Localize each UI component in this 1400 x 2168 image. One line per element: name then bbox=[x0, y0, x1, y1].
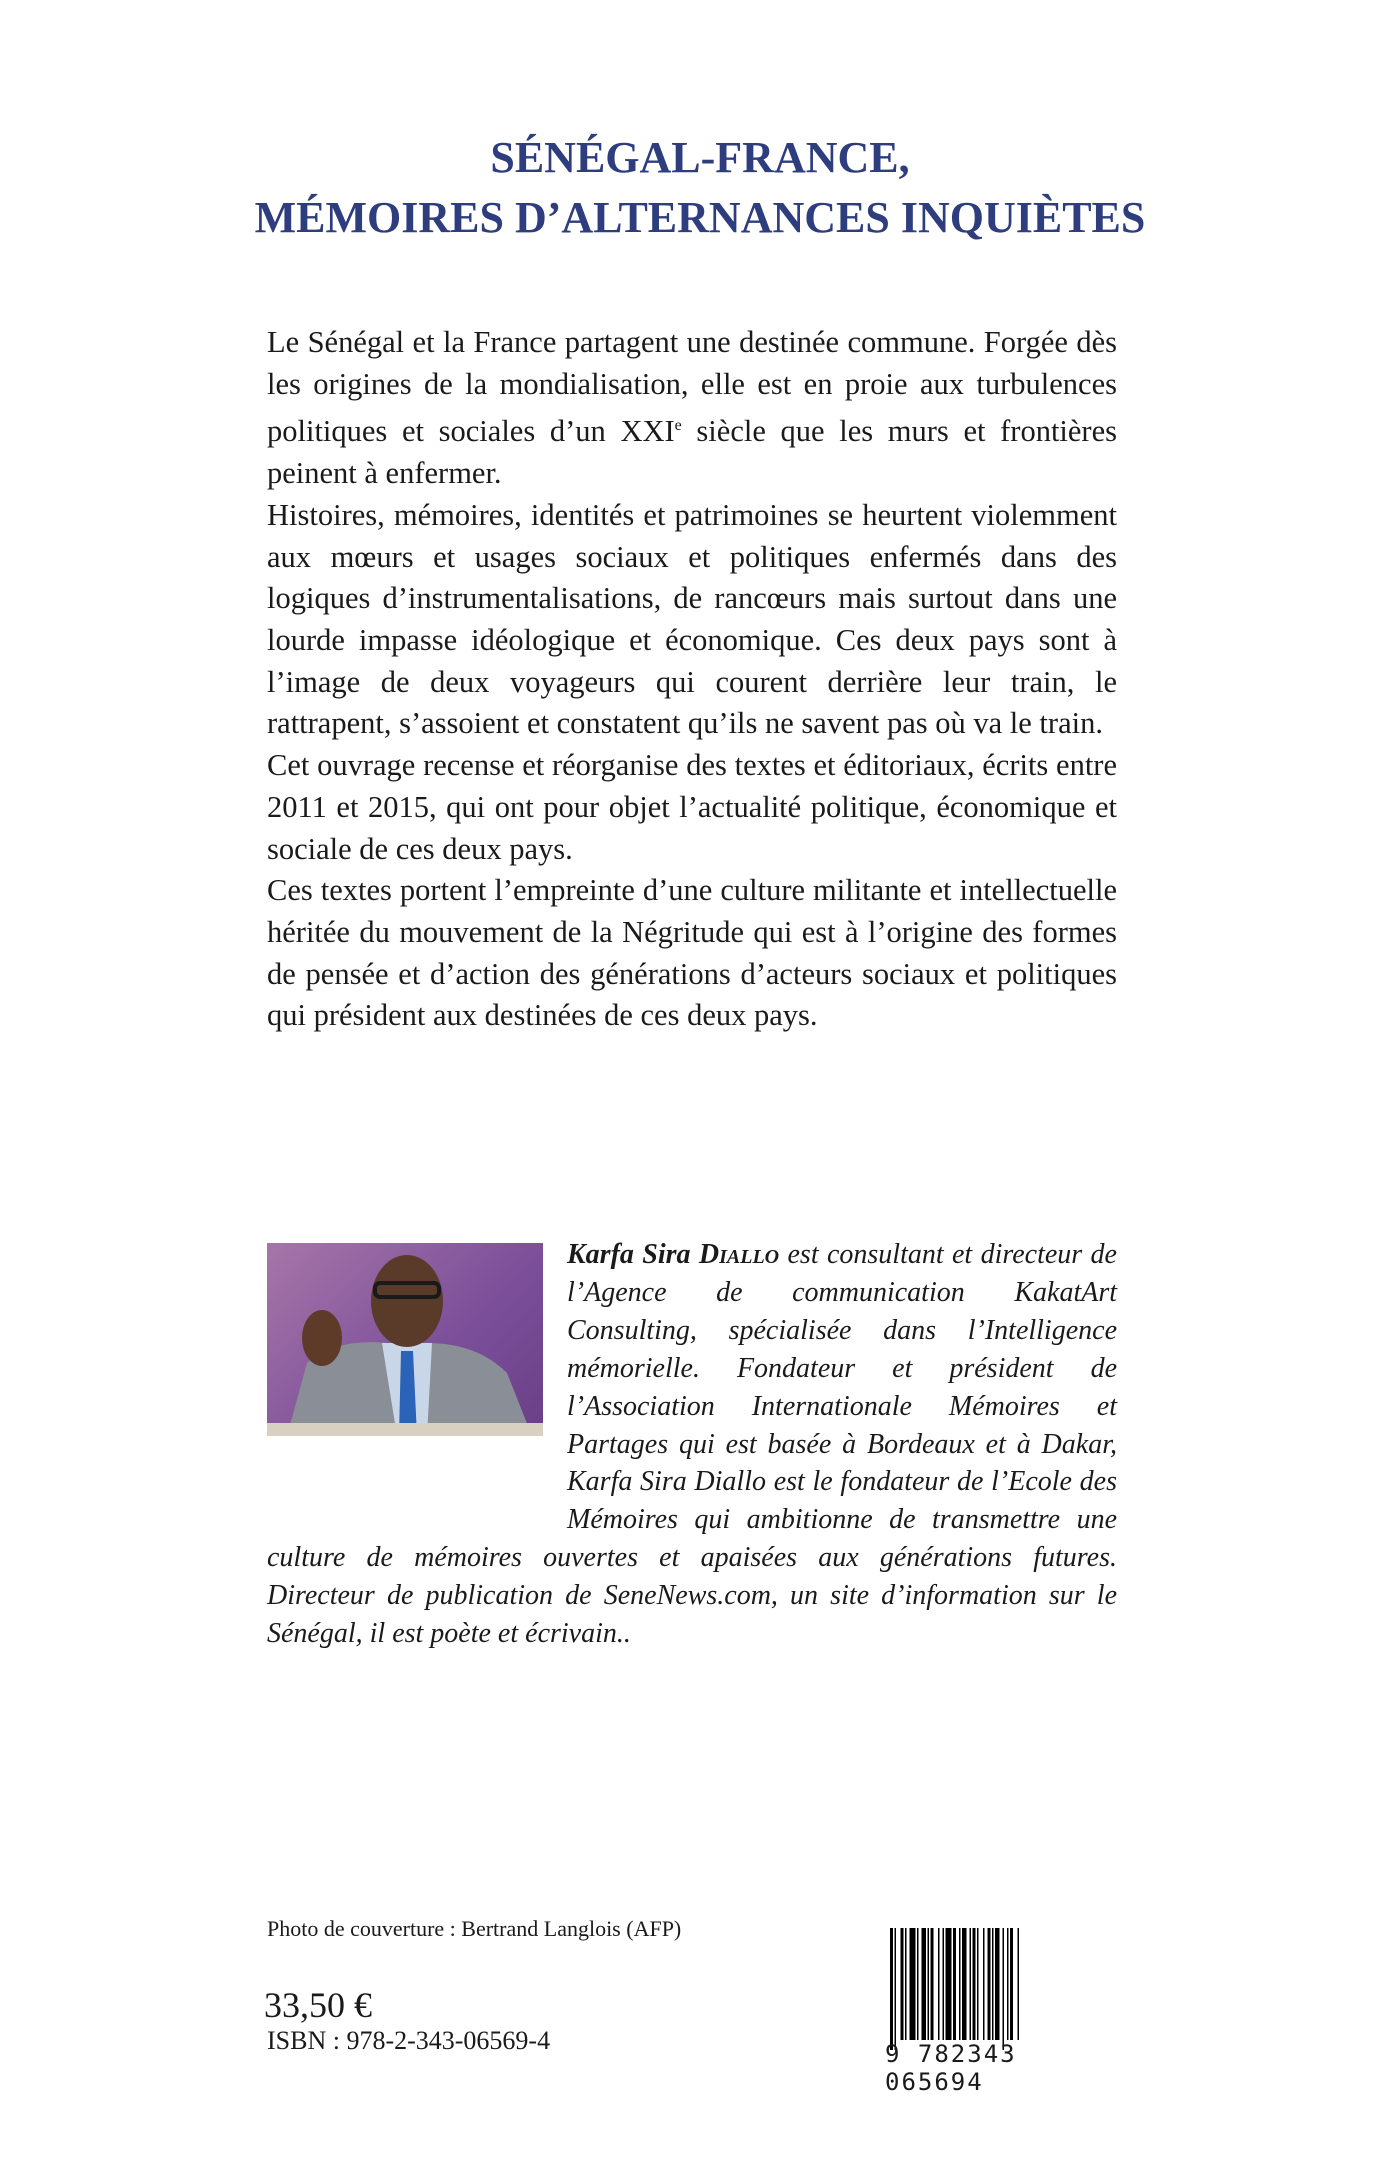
barcode-bar bbox=[901, 1928, 904, 2040]
photo-credit: Photo de couverture : Bertrand Langlois (AFP) bbox=[267, 1916, 682, 1941]
barcode-bar bbox=[959, 1928, 961, 2040]
author-bio bbox=[267, 1236, 1117, 1653]
barcode-bar bbox=[938, 1928, 940, 2040]
barcode-bar bbox=[931, 1928, 934, 2040]
superscript: e bbox=[674, 417, 682, 435]
summary-paragraph: Ces textes portent l’empreinte d’une culture militante et intellectuelle héritée du mouvement de la Négritude qui est à l’origine des formes de pensée et d’action des générations d’acteurs sociaux et politiques qui président aux destinées de ces deux pays. bbox=[267, 873, 1117, 1033]
title-line-1: SÉNÉGAL-FRANCE, bbox=[490, 133, 910, 182]
barcode-bar bbox=[946, 1928, 952, 2040]
barcode-bar bbox=[977, 1928, 979, 2040]
barcode-bar bbox=[1007, 1928, 1009, 2040]
barcode-bar bbox=[928, 1928, 930, 2040]
author-first-names: Karfa Sira bbox=[567, 1239, 699, 1270]
barcode-bar bbox=[1018, 1928, 1020, 2040]
barcode-bar bbox=[962, 1928, 967, 2040]
summary-paragraph bbox=[267, 322, 1117, 495]
barcode-bar bbox=[988, 1928, 991, 2040]
isbn: ISBN : 978-2-343-06569-4 bbox=[267, 2026, 551, 2055]
summary-text: Le Sénégal et la France partagent une destinée commune. Forgée dès les origines de la mondialisation, elle est en proie aux turbulences politiques et sociales d’un XXI bbox=[267, 325, 1117, 449]
barcode-bar bbox=[1003, 1928, 1005, 2050]
barcode-bar bbox=[943, 1928, 945, 2040]
price: 33,50 € bbox=[264, 1985, 372, 2025]
summary-text: siècle que les murs et frontières peinent à enfermer. bbox=[267, 414, 1117, 491]
title-line-2: MÉMOIRES D’ALTERNANCES INQUIÈTES bbox=[254, 193, 1146, 242]
barcode-bar bbox=[970, 1928, 972, 2040]
barcode-bar bbox=[922, 1928, 927, 2040]
barcode-bar bbox=[890, 1928, 893, 2050]
barcode-bar bbox=[905, 1928, 907, 2040]
barcode-bar bbox=[983, 1928, 985, 2040]
book-title bbox=[0, 128, 1400, 248]
author-bio-text: est consultant et directeur de l’Agence de communication KakatArt Consulting, spécialisée dans l’Intelligence mémorielle. Fondateur et président de l’Association Internationale Mémoires et Partages qui est basée à Bordeaux et à Dakar, Karfa Sira Diallo est le fondateur de l’Ecole des Mémoires qui ambitionne de transmettre une culture de mémoires ouvertes et apaisées aux générations futures. Directeur de publication de SeneNews.com, un site d’information sur le Sénégal, il est poète et écrivain.. bbox=[267, 1239, 1117, 1650]
book-summary bbox=[267, 322, 1117, 1037]
barcode-bar bbox=[917, 1928, 919, 2040]
barcode-digits: 9 782343 065694 bbox=[885, 2040, 1017, 2096]
barcode-bar bbox=[910, 1928, 916, 2040]
barcode-bar bbox=[995, 1928, 1000, 2040]
barcode-bar bbox=[895, 1928, 897, 2050]
barcode-bar bbox=[1010, 1928, 1013, 2040]
barcode-bar bbox=[992, 1928, 994, 2040]
author-surname: Diallo bbox=[698, 1239, 780, 1270]
summary-paragraph: Histoires, mémoires, identités et patrimoines se heurtent violemment aux mœurs et usages sociaux et politiques enfermés dans des logiques d’instrumentalisations, de rancœurs mais surtout dans une lourde impasse idéologique et économique. Ces deux pays sont à l’image de deux voyageurs qui courent derrière leur train, le rattrapent, s’assoient et constatent qu’ils ne savent pas où va le train. bbox=[267, 497, 1117, 741]
summary-paragraph: Cet ouvrage recense et réorganise des textes et éditoriaux, écrits entre 2011 et 2015, qui ont pour objet l’actualité politique, économique et sociale de ces deux pays. bbox=[267, 748, 1117, 866]
barcode bbox=[888, 1928, 1120, 2050]
barcode-bar bbox=[953, 1928, 956, 2040]
barcode-bar bbox=[973, 1928, 976, 2040]
